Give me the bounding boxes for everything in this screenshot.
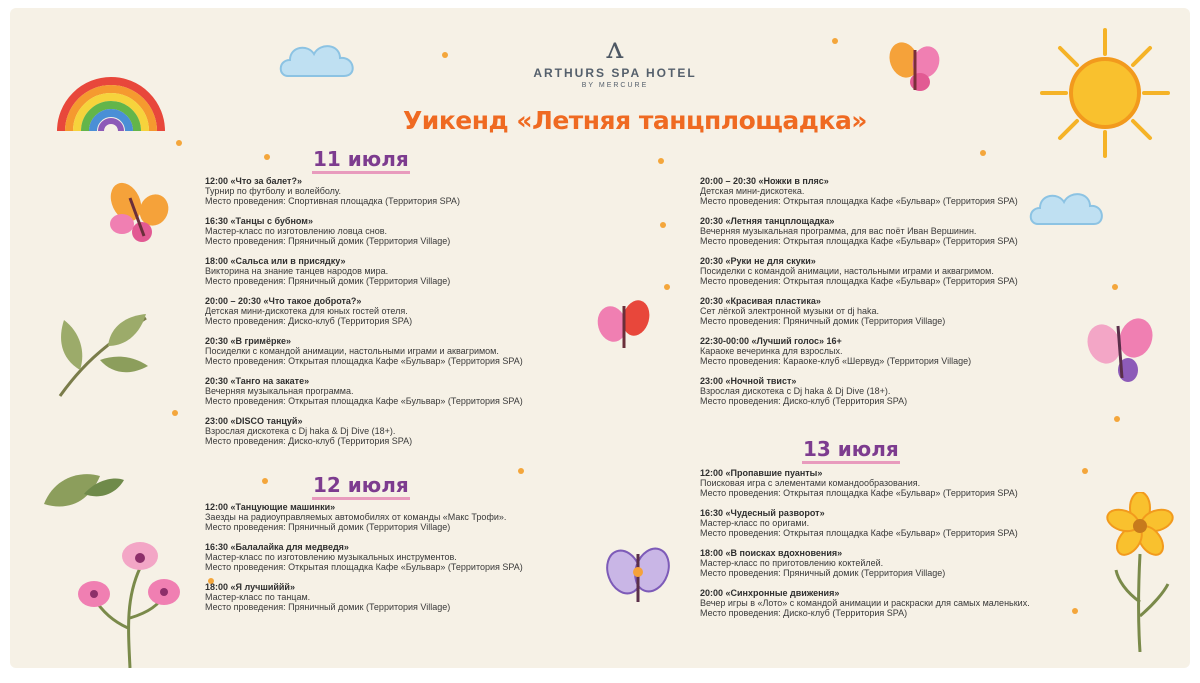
day-title-11: 11 июля	[312, 148, 410, 174]
event-item	[700, 336, 1018, 366]
event-description: Караоке вечеринка для взрослых.	[700, 346, 843, 356]
event-location: Место проведения: Диско-клуб (Территория SPA)	[205, 436, 413, 446]
event-description: Детская мини-дискотека.	[700, 186, 805, 196]
confetti-dot	[176, 140, 182, 146]
event-title: 23:00 «Ночной твист»	[700, 376, 797, 386]
event-title: 20:00 – 20:30 «Ножки в пляс»	[700, 176, 829, 186]
event-title: 20:30 «Летняя танцплощадка»	[700, 216, 835, 226]
event-location: Место проведения: Пряничный домик (Территория Village)	[700, 568, 946, 578]
schedule-left-day12	[205, 502, 523, 622]
event-description: Сет лёгкой электронной музыки от dj haka.	[700, 306, 880, 316]
event-location: Место проведения: Спортивная площадка (Территория SPA)	[205, 196, 460, 206]
event-title: 20:30 «В гримёрке»	[205, 336, 291, 346]
event-location: Место проведения: Открытая площадка Кафе «Бульвар» (Территория SPA)	[205, 396, 523, 406]
event-description: Поисковая игра с элементами командообразования.	[700, 478, 921, 488]
logo-name: ARTHURS SPA HOTEL	[533, 66, 697, 80]
event-description: Заезды на радиоуправляемых автомобилях от команды «Макс Трофи».	[205, 512, 507, 522]
poster	[10, 8, 1190, 668]
event-title: 18:00 «В поисках вдохновения»	[700, 548, 843, 558]
sun-icon	[1038, 26, 1172, 160]
event-description: Вечерняя музыкальная программа.	[205, 386, 354, 396]
event-item	[700, 468, 1030, 498]
event-description: Взрослая дискотека с Dj haka & Dj Dive (18+).	[700, 386, 891, 396]
event-item	[700, 296, 1018, 326]
event-description: Посиделки с командой анимации, настольными играми и аквагримом.	[205, 346, 499, 356]
day-title-12: 12 июля	[312, 474, 410, 500]
event-location: Место проведения: Караоке-клуб «Шервуд» (Территория Village)	[700, 356, 972, 366]
confetti-dot	[664, 284, 670, 290]
logo-mark-icon: ᴧ	[606, 31, 624, 66]
event-description: Викторина на знание танцев народов мира.	[205, 266, 389, 276]
event-title: 20:00 – 20:30 «Что такое доброта?»	[205, 296, 362, 306]
event-location: Место проведения: Диско-клуб (Территория SPA)	[700, 396, 908, 406]
leaf-icon	[40, 464, 126, 520]
event-location: Место проведения: Открытая площадка Кафе «Бульвар» (Территория SPA)	[700, 528, 1018, 538]
event-title: 16:30 «Танцы с бубном»	[205, 216, 313, 226]
event-item	[205, 582, 523, 612]
event-item	[205, 502, 523, 532]
event-item	[700, 256, 1018, 286]
leaf-icon	[50, 308, 154, 398]
hotel-logo	[510, 31, 720, 89]
event-title: 20:30 «Руки не для скуки»	[700, 256, 816, 266]
event-description: Взрослая дискотека с Dj haka & Dj Dive (18+).	[205, 426, 396, 436]
confetti-dot	[660, 222, 666, 228]
event-title: 12:00 «Пропавшие пуанты»	[700, 468, 823, 478]
event-title: 12:00 «Что за балет?»	[205, 176, 302, 186]
event-item	[205, 296, 523, 326]
confetti-dot	[518, 468, 524, 474]
event-title: 20:30 «Танго на закате»	[205, 376, 310, 386]
confetti-dot	[1072, 608, 1078, 614]
cloud-icon	[1028, 186, 1108, 230]
confetti-dot	[264, 154, 270, 160]
event-location: Место проведения: Открытая площадка Кафе «Бульвар» (Территория SPA)	[700, 236, 1018, 246]
confetti-dot	[1112, 284, 1118, 290]
confetti-dot	[832, 38, 838, 44]
event-location: Место проведения: Пряничный домик (Территория Village)	[205, 522, 451, 532]
event-location: Место проведения: Открытая площадка Кафе «Бульвар» (Территория SPA)	[700, 276, 1018, 286]
confetti-dot	[980, 150, 986, 156]
event-location: Место проведения: Пряничный домик (Территория Village)	[700, 316, 946, 326]
confetti-dot	[1114, 416, 1120, 422]
event-description: Мастер-класс по оригами.	[700, 518, 810, 528]
confetti-dot	[262, 478, 268, 484]
butterfly-icon	[602, 542, 674, 616]
event-item	[205, 216, 523, 246]
event-item	[700, 376, 1018, 406]
event-location: Место проведения: Открытая площадка Кафе «Бульвар» (Территория SPA)	[205, 562, 523, 572]
event-description: Детская мини-дискотека для юных гостей отеля.	[205, 306, 408, 316]
event-description: Мастер-класс по приготовлению коктейлей.	[700, 558, 884, 568]
event-item	[205, 376, 523, 406]
event-description: Мастер-класс по изготовлению ловца снов.	[205, 226, 388, 236]
event-title: 20:30 «Красивая пластика»	[700, 296, 821, 306]
event-title: 20:00 «Синхронные движения»	[700, 588, 840, 598]
event-description: Вечер игры в «Лото» с командой анимации и раскраски для самых маленьких.	[700, 598, 1030, 608]
event-item	[205, 176, 523, 206]
event-title: 18:00 «Сальса или в присядку»	[205, 256, 346, 266]
event-location: Место проведения: Диско-клуб (Территория SPA)	[700, 608, 908, 618]
event-location: Место проведения: Открытая площадка Кафе «Бульвар» (Территория SPA)	[700, 196, 1018, 206]
confetti-dot	[172, 410, 178, 416]
event-title: 23:00 «DISCO танцуй»	[205, 416, 303, 426]
schedule-right-day13	[700, 468, 1030, 628]
event-item	[205, 256, 523, 286]
event-item	[700, 588, 1030, 618]
butterfly-icon	[1082, 314, 1158, 388]
event-description: Вечерняя музыкальная программа, для вас поёт Иван Вершинин.	[700, 226, 977, 236]
event-item	[205, 416, 523, 446]
event-item	[205, 336, 523, 366]
event-item	[700, 176, 1018, 206]
butterfly-icon	[592, 298, 656, 356]
event-location: Место проведения: Открытая площадка Кафе «Бульвар» (Территория SPA)	[205, 356, 523, 366]
event-description: Турнир по футболу и волейболу.	[205, 186, 342, 196]
event-title: 12:00 «Танцующие машинки»	[205, 502, 336, 512]
event-location: Место проведения: Диско-клуб (Территория SPA)	[205, 316, 413, 326]
page-title: Уикенд «Летняя танцплощадка»	[403, 106, 867, 135]
event-title: 16:30 «Балалайка для медведя»	[205, 542, 349, 552]
event-location: Место проведения: Пряничный домик (Территория Village)	[205, 276, 451, 286]
event-item	[700, 216, 1018, 246]
event-location: Место проведения: Открытая площадка Кафе «Бульвар» (Территория SPA)	[700, 488, 1018, 498]
confetti-dot	[1082, 468, 1088, 474]
event-location: Место проведения: Пряничный домик (Территория Village)	[205, 602, 451, 612]
butterfly-icon	[882, 40, 948, 100]
event-item	[205, 542, 523, 572]
event-title: 22:30-00:00 «Лучший голос» 16+	[700, 336, 842, 346]
schedule-right-day11	[700, 176, 1018, 416]
event-description: Мастер-класс по танцам.	[205, 592, 311, 602]
logo-subtitle: BY MERCURE	[581, 82, 649, 89]
flower-icon	[60, 528, 190, 668]
event-item	[700, 508, 1030, 538]
confetti-dot	[442, 52, 448, 58]
event-description: Посиделки с командой анимации, настольными играми и аквагримом.	[700, 266, 994, 276]
event-location: Место проведения: Пряничный домик (Территория Village)	[205, 236, 451, 246]
confetti-dot	[658, 158, 664, 164]
event-item	[700, 548, 1030, 578]
flower-icon	[1098, 492, 1180, 652]
butterfly-icon	[100, 180, 176, 250]
event-description: Мастер-класс по изготовлению музыкальных инструментов.	[205, 552, 457, 562]
event-title: 18:00 «Я лучшиййй»	[205, 582, 295, 592]
cloud-icon	[278, 38, 360, 82]
day-title-13: 13 июля	[802, 438, 900, 464]
schedule-left-day11	[205, 176, 523, 456]
event-title: 16:30 «Чудесный разворот»	[700, 508, 825, 518]
